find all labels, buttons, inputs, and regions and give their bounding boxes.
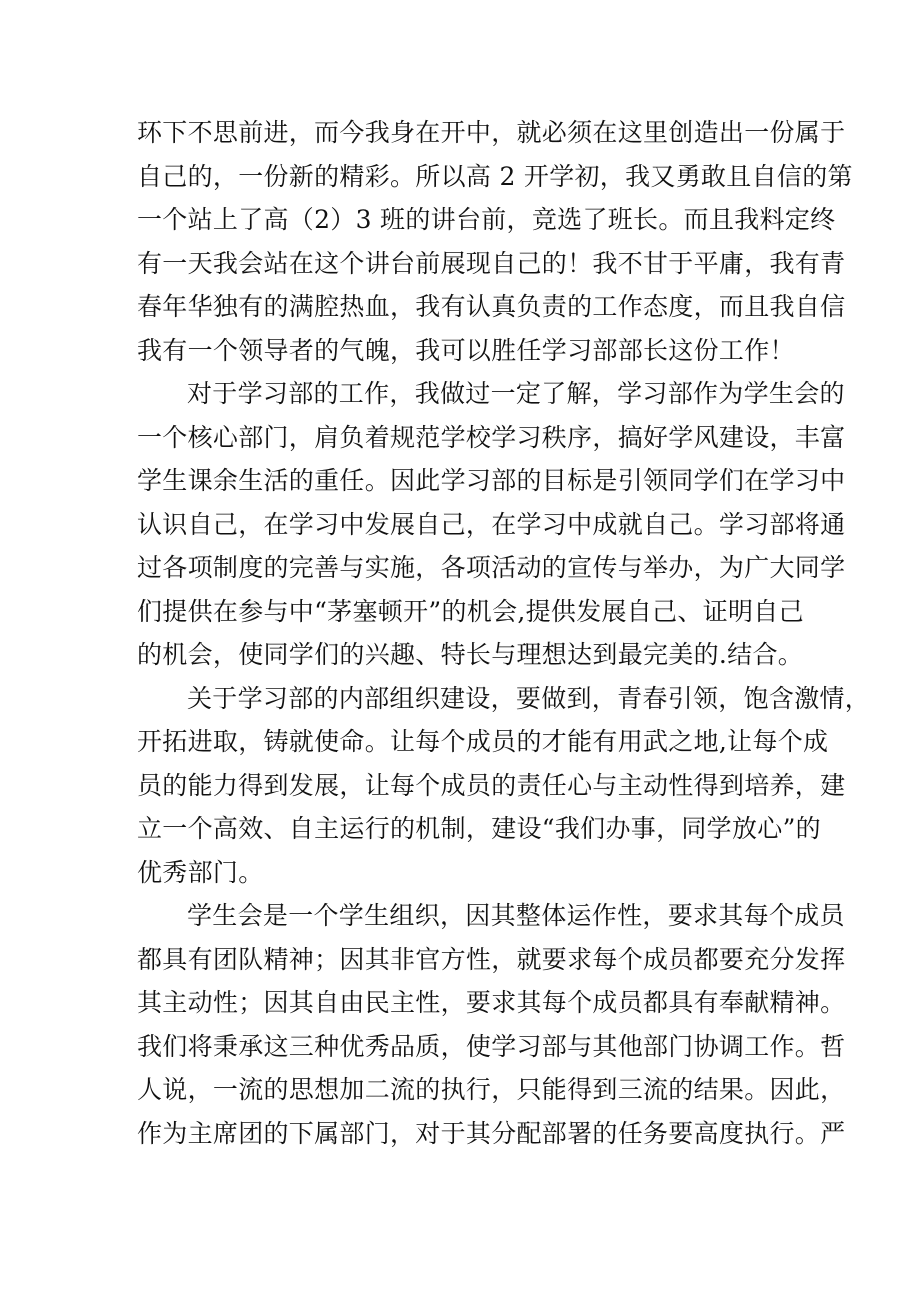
text-line: 春年华独有的满腔热血，我有认真负责的工作态度，而且我自信 — [137, 292, 846, 321]
paragraph-first-line: 对于学习部的工作，我做过一定了解，学习部作为学生会的 — [187, 379, 845, 408]
text-line: 我们将秉承这三种优秀品质，使学习部与其他部门协调工作。哲 — [137, 1031, 846, 1061]
text-line: 自己的，一份新的精彩。所以高 2 开学初，我又勇敢且自信的第 — [137, 161, 853, 191]
text-line: 开拓进取，铸就使命。让每个成员的才能有用武之地,让每个成 — [137, 727, 829, 756]
paragraph-first-line: 学生会是一个学生组织，因其整体运作性，要求其每个成员 — [187, 901, 845, 930]
text-line: 有一天我会站在这个讲台前展现自己的！我不甘于平庸，我有青 — [137, 248, 846, 278]
text-line: 其主动性；因其自由民主性，要求其每个成员都具有奉献精神。 — [137, 988, 846, 1017]
text-line: 学生课余生活的重任。因此学习部的目标是引领同学们在学习中 — [137, 466, 846, 495]
text-line: 都具有团队精神；因其非官方性，就要求每个成员都要充分发挥 — [137, 944, 846, 974]
text-line: 作为主席团的下属部门，对于其分配部署的任务要高度执行。严 — [137, 1118, 846, 1148]
text-line: 立一个高效、自主运行的机制，建设“我们办事，同学放心”的 — [137, 814, 821, 843]
text-line: 我有一个领导者的气魄，我可以胜任学习部部长这份工作！ — [137, 335, 795, 365]
text-line: 过各项制度的完善与实施，各项活动的宣传与举办，为广大同学 — [137, 553, 846, 582]
text-line: 环下不思前进，而今我身在开中，就必须在这里创造出一份属于 — [137, 118, 846, 147]
text-line: 一个站上了高（2）3 班的讲台前，竞选了班长。而且我料定终 — [137, 205, 836, 234]
text-line: 的机会，使同学们的兴趣、特长与理想达到最完美的.结合。 — [137, 640, 804, 669]
text-line: 们提供在参与中“茅塞顿开”的机会,提供发展自己、证明自己 — [137, 596, 804, 626]
text-line: 员的能力得到发展，让每个成员的责任心与主动性得到培养，建 — [137, 770, 846, 800]
paragraph-first-line: 关于学习部的内部组织建设，要做到，青春引领，饱含激情， — [187, 683, 871, 713]
text-line: 一个核心部门，肩负着规范学校学习秩序，搞好学风建设，丰富 — [137, 422, 846, 452]
text-line: 人说，一流的思想加二流的执行，只能得到三流的结果。因此， — [137, 1075, 846, 1104]
text-line: 优秀部门。 — [137, 857, 264, 887]
text-line: 认识自己，在学习中发展自己，在学习中成就自己。学习部将通 — [137, 509, 846, 539]
document-body — [137, 111, 871, 1155]
